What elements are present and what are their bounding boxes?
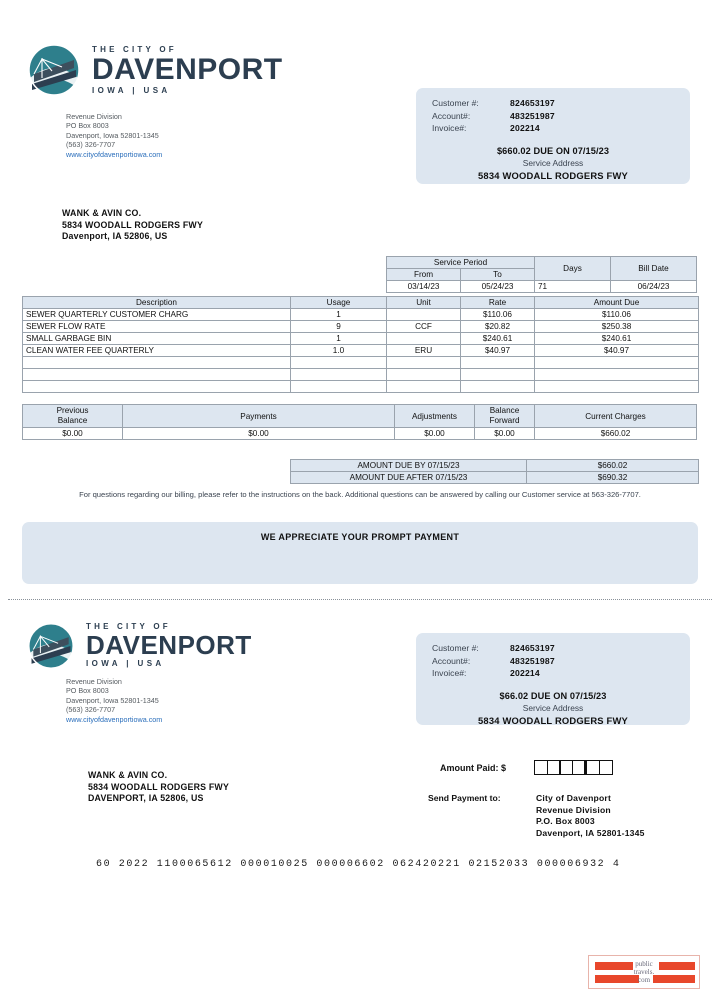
return-address-block bbox=[66, 112, 162, 159]
payee-address-block bbox=[536, 793, 645, 839]
logo-wordmark-stub bbox=[86, 622, 252, 669]
customer-number-value: 824653197 bbox=[510, 98, 555, 108]
col-unit: Unit bbox=[387, 297, 461, 309]
payments-value: $0.00 bbox=[123, 428, 395, 440]
payee-line1: City of Davenport bbox=[536, 793, 612, 803]
account-number-row-stub bbox=[432, 655, 690, 668]
col-amount-due: Amount Due bbox=[535, 297, 699, 309]
charge-unit: CCF bbox=[387, 321, 461, 333]
bill-date-value: 06/24/23 bbox=[611, 281, 697, 293]
payee-line4: Davenport, IA 52801-1345 bbox=[536, 827, 645, 838]
amount-due-row-label: AMOUNT DUE AFTER 07/15/23 bbox=[291, 472, 527, 484]
billing-questions-note: For questions regarding our billing, please refer to the instructions on the back. Additional questions can be answered by calling our Customer service at 563-326-7707. bbox=[79, 490, 641, 499]
charge-amount bbox=[535, 381, 699, 393]
charge-rate bbox=[461, 381, 535, 393]
charge-usage bbox=[291, 369, 387, 381]
charge-usage bbox=[291, 381, 387, 393]
service-period-table bbox=[386, 256, 697, 293]
from-header: From bbox=[387, 269, 461, 281]
customer-name-stub: WANK & AVIN CO. bbox=[88, 770, 168, 780]
invoice-number-label: Invoice#: bbox=[432, 123, 467, 133]
payments-header: Payments bbox=[123, 405, 395, 428]
charge-usage: 1 bbox=[291, 333, 387, 345]
account-number-label: Account#: bbox=[432, 110, 471, 121]
charge-unit bbox=[387, 333, 461, 345]
days-value: 71 bbox=[535, 281, 611, 293]
account-summary-box bbox=[416, 88, 690, 184]
publictravels-watermark bbox=[588, 955, 700, 989]
charge-description: CLEAN WATER FEE QUARTERLY bbox=[23, 345, 291, 357]
charge-usage: 1.0 bbox=[291, 345, 387, 357]
customer-city-state-zip: Davenport, IA 52806, US bbox=[62, 231, 168, 241]
amount-due-headline: $660.02 DUE ON 07/15/23 bbox=[496, 145, 610, 156]
service-address-value-stub: 5834 WOODALL RODGERS FWY bbox=[478, 714, 628, 726]
charge-description bbox=[23, 381, 291, 393]
previous-balance-value: $0.00 bbox=[23, 428, 123, 440]
account-number-value: 483251987 bbox=[510, 110, 555, 121]
return-address-phone: (563) 326-7707 bbox=[66, 140, 116, 150]
send-payment-label: Send Payment to: bbox=[428, 793, 501, 803]
charges-table-row bbox=[23, 309, 699, 321]
account-number-label-stub: Account#: bbox=[432, 655, 471, 666]
charge-amount: $250.38 bbox=[535, 321, 699, 333]
watermark-line2: travels. bbox=[633, 968, 655, 976]
amount-paid-label: Amount Paid: $ bbox=[440, 763, 507, 773]
charge-rate: $20.82 bbox=[461, 321, 535, 333]
logo-city-name-stub: DAVENPORT bbox=[86, 630, 252, 660]
customer-street: 5834 WOODALL RODGERS FWY bbox=[62, 219, 204, 230]
tear-off-divider bbox=[8, 599, 712, 600]
charges-table-row bbox=[23, 369, 699, 381]
appreciation-box bbox=[22, 522, 698, 584]
invoice-number-value-stub: 202214 bbox=[510, 668, 540, 678]
charge-unit: ERU bbox=[387, 345, 461, 357]
to-header: To bbox=[461, 269, 535, 281]
charge-rate bbox=[461, 369, 535, 381]
charges-table-row bbox=[23, 345, 699, 357]
charge-unit bbox=[387, 309, 461, 321]
davenport-bridge-logo-icon bbox=[28, 44, 80, 96]
charge-rate: $240.61 bbox=[461, 333, 535, 345]
current-charges-header: Current Charges bbox=[535, 405, 697, 428]
customer-number-row bbox=[432, 97, 690, 110]
charge-description: SEWER QUARTERLY CUSTOMER CHARG bbox=[23, 309, 291, 321]
charges-table-row bbox=[23, 357, 699, 369]
city-logo-header bbox=[28, 44, 283, 96]
col-description: Description bbox=[23, 297, 291, 309]
customer-address-block bbox=[62, 208, 203, 243]
customer-name: WANK & AVIN CO. bbox=[62, 208, 142, 218]
city-logo-stub bbox=[28, 622, 252, 669]
customer-address-block-stub bbox=[88, 770, 229, 805]
charge-usage bbox=[291, 357, 387, 369]
invoice-number-row bbox=[432, 122, 690, 135]
account-number-value-stub: 483251987 bbox=[510, 655, 555, 666]
charges-table bbox=[22, 296, 699, 393]
watermark-line1: public bbox=[635, 960, 653, 968]
balance-forward-header: Balance Forward bbox=[475, 405, 535, 428]
invoice-number-row-stub bbox=[432, 667, 690, 680]
invoice-number-label-stub: Invoice#: bbox=[432, 668, 467, 678]
logo-tagline-bottom-stub: IOWA | USA bbox=[86, 659, 165, 668]
charge-rate bbox=[461, 357, 535, 369]
charge-amount bbox=[535, 357, 699, 369]
to-value: 05/24/23 bbox=[461, 281, 535, 293]
logo-wordmark bbox=[92, 45, 283, 96]
logo-tagline-top: THE CITY OF bbox=[92, 44, 177, 54]
amount-due-row-label: AMOUNT DUE BY 07/15/23 bbox=[291, 460, 527, 472]
charge-description: SMALL GARBAGE BIN bbox=[23, 333, 291, 345]
charge-rate: $110.06 bbox=[461, 309, 535, 321]
amount-paid-input[interactable] bbox=[534, 760, 611, 775]
return-address-phone-stub: (563) 326-7707 bbox=[66, 705, 116, 715]
charge-description bbox=[23, 357, 291, 369]
return-address-website[interactable]: www.cityofdavenportiowa.com bbox=[66, 149, 163, 159]
payee-line2: Revenue Division bbox=[536, 804, 611, 815]
charges-table-row bbox=[23, 333, 699, 345]
customer-number-value-stub: 824653197 bbox=[510, 643, 555, 653]
amount-due-row bbox=[291, 460, 699, 472]
amount-due-row-value: $690.32 bbox=[527, 472, 699, 484]
logo-tagline-top-stub: THE CITY OF bbox=[86, 622, 171, 631]
adjustments-header: Adjustments bbox=[395, 405, 475, 428]
appreciation-text: WE APPRECIATE YOUR PROMPT PAYMENT bbox=[260, 532, 460, 542]
account-number-row bbox=[432, 110, 690, 123]
amount-paid-digit-6[interactable] bbox=[599, 760, 613, 775]
customer-city-state-zip-stub: DAVENPORT, IA 52806, US bbox=[88, 793, 204, 803]
charge-usage: 1 bbox=[291, 309, 387, 321]
customer-number-label: Customer #: bbox=[432, 98, 479, 108]
logo-city-name: DAVENPORT bbox=[92, 52, 283, 86]
service-address-label: Service Address bbox=[522, 157, 584, 168]
charges-table-row bbox=[23, 381, 699, 393]
account-summary-box-stub bbox=[416, 633, 690, 725]
charge-unit bbox=[387, 369, 461, 381]
davenport-bridge-logo-icon-stub bbox=[28, 623, 74, 669]
charges-table-row bbox=[23, 321, 699, 333]
return-address-block-stub bbox=[66, 677, 162, 724]
return-address-website-stub[interactable]: www.cityofdavenportiowa.com bbox=[66, 714, 163, 724]
previous-balance-header: Previous Balance bbox=[23, 405, 123, 428]
adjustments-value: $0.00 bbox=[395, 428, 475, 440]
charge-amount: $40.97 bbox=[535, 345, 699, 357]
service-address-value: 5834 WOODALL RODGERS FWY bbox=[478, 169, 628, 181]
amount-due-headline-stub: $66.02 DUE ON 07/15/23 bbox=[499, 690, 607, 701]
return-address-line3: Davenport, Iowa 52801-1345 bbox=[66, 130, 159, 140]
return-address-line2: PO Box 8003 bbox=[66, 121, 109, 131]
return-address-line3-stub: Davenport, Iowa 52801-1345 bbox=[66, 695, 159, 705]
charge-rate: $40.97 bbox=[461, 345, 535, 357]
amount-due-row bbox=[291, 472, 699, 484]
bill-date-header: Bill Date bbox=[611, 257, 697, 281]
charge-amount: $110.06 bbox=[535, 309, 699, 321]
logo-tagline-bottom: IOWA | USA bbox=[92, 85, 171, 95]
col-rate: Rate bbox=[461, 297, 535, 309]
charge-description: SEWER FLOW RATE bbox=[23, 321, 291, 333]
charge-description bbox=[23, 369, 291, 381]
charge-amount: $240.61 bbox=[535, 333, 699, 345]
col-usage: Usage bbox=[291, 297, 387, 309]
watermark-line3: com bbox=[637, 976, 651, 984]
charge-unit bbox=[387, 381, 461, 393]
balance-summary-table bbox=[22, 404, 697, 456]
customer-number-label-stub: Customer #: bbox=[432, 643, 479, 653]
ocr-scanline: 60 2022 1100065612 000010025 000006602 062420221 02152033 000006932 4 bbox=[96, 859, 621, 870]
amount-due-row-value: $660.02 bbox=[527, 460, 699, 472]
charge-usage: 9 bbox=[291, 321, 387, 333]
current-charges-value: $660.02 bbox=[535, 428, 697, 440]
charge-unit bbox=[387, 357, 461, 369]
customer-street-stub: 5834 WOODALL RODGERS FWY bbox=[88, 781, 230, 792]
return-address-line1: Revenue Division bbox=[66, 112, 122, 121]
days-header: Days bbox=[535, 257, 611, 281]
service-period-group-header: Service Period bbox=[387, 257, 535, 269]
from-value: 03/14/23 bbox=[387, 281, 461, 293]
customer-number-row-stub bbox=[432, 642, 690, 655]
charge-amount bbox=[535, 369, 699, 381]
invoice-number-value: 202214 bbox=[510, 123, 540, 133]
amount-due-table bbox=[290, 459, 699, 484]
balance-forward-value: $0.00 bbox=[475, 428, 535, 440]
return-address-line1-stub: Revenue Division bbox=[66, 677, 122, 686]
return-address-line2-stub: PO Box 8003 bbox=[66, 686, 109, 696]
service-address-label-stub: Service Address bbox=[522, 702, 584, 713]
payee-line3: P.O. Box 8003 bbox=[536, 816, 595, 826]
